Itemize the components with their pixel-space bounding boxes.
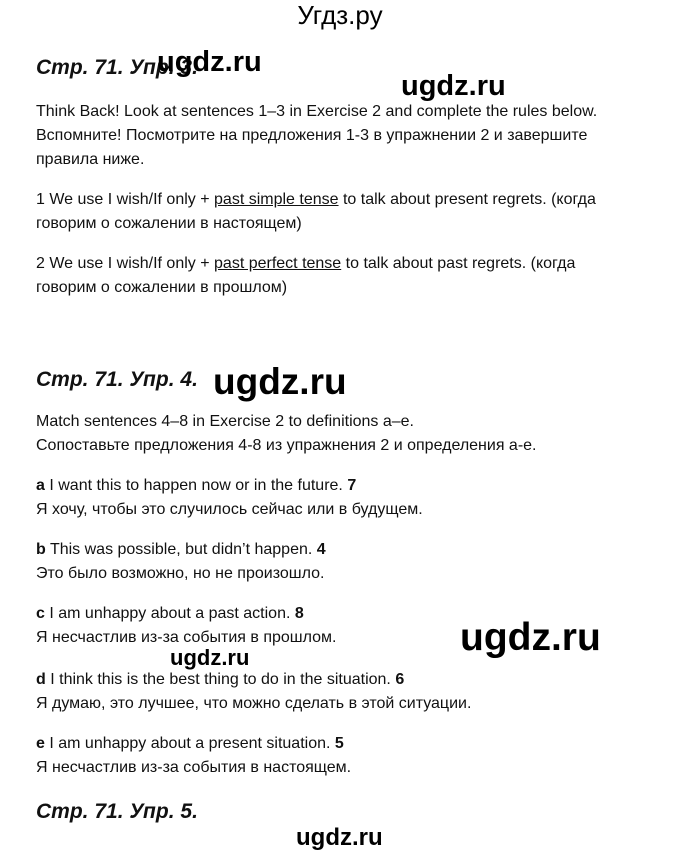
ex3-rule-2-ru: говорим о сожалении в прошлом): [36, 279, 288, 296]
ex3-heading: Стр. 71. Упр. 3.: [36, 56, 198, 79]
ex3-instruction-ru: Вспомните! Посмотрите на предложения 1-3 в упражнении 2 и завершите: [36, 127, 588, 144]
ex4-instruction-ru: Сопоставьте предложения 4-8 из упражнения 2 и определения а-е.: [36, 437, 537, 454]
watermark: ugdz.ru: [213, 361, 347, 402]
ex4-item-b: b This was possible, but didn’t happen. 4: [36, 541, 326, 558]
watermark: ugdz.ru: [296, 824, 383, 851]
ex4-item-c-ru: Я несчастлив из-за события в прошлом.: [36, 629, 337, 646]
watermark: ugdz.ru: [157, 46, 262, 78]
ex4-item-d-ru: Я думаю, это лучшее, что можно сделать в этой ситуации.: [36, 695, 472, 712]
watermark: ugdz.ru: [401, 70, 506, 102]
answer: past simple tense: [214, 191, 339, 208]
ex3-instruction-en: Think Back! Look at sentences 1–3 in Exercise 2 and complete the rules below.: [36, 103, 598, 120]
watermark: ugdz.ru: [460, 616, 601, 659]
ex4-item-e-ru: Я несчастлив из-за события в настоящем.: [36, 759, 352, 776]
ex4-item-c: c I am unhappy about a past action. 8: [36, 605, 304, 622]
ex4-item-d: d I think this is the best thing to do in the situation. 6: [36, 671, 405, 688]
watermark: ugdz.ru: [170, 645, 250, 670]
ex3-rule-1: 1 We use I wish/If only + past simple tense to talk about present regrets. (когда: [36, 191, 596, 208]
answer: past perfect tense: [214, 255, 342, 272]
ex4-heading: Стр. 71. Упр. 4.: [36, 368, 198, 391]
ex3-instruction-ru-2: правила ниже.: [36, 151, 145, 168]
ex4-item-a: a I want this to happen now or in the future. 7: [36, 477, 357, 494]
ex4-instruction-en: Match sentences 4–8 in Exercise 2 to definitions a–e.: [36, 413, 414, 430]
ex4-item-a-ru: Я хочу, чтобы это случилось сейчас или в будущем.: [36, 501, 423, 518]
ex3-rule-2: 2 We use I wish/If only + past perfect tense to talk about past regrets. (когда: [36, 255, 576, 272]
ex4-item-e: e I am unhappy about a present situation. 5: [36, 735, 344, 752]
ex4-item-b-ru: Это было возможно, но не произошло.: [36, 565, 325, 582]
site-title: Угдз.ру: [297, 0, 383, 30]
ex3-rule-1-ru: говорим о сожалении в настоящем): [36, 215, 302, 232]
ex5-heading: Стр. 71. Упр. 5.: [36, 800, 198, 823]
